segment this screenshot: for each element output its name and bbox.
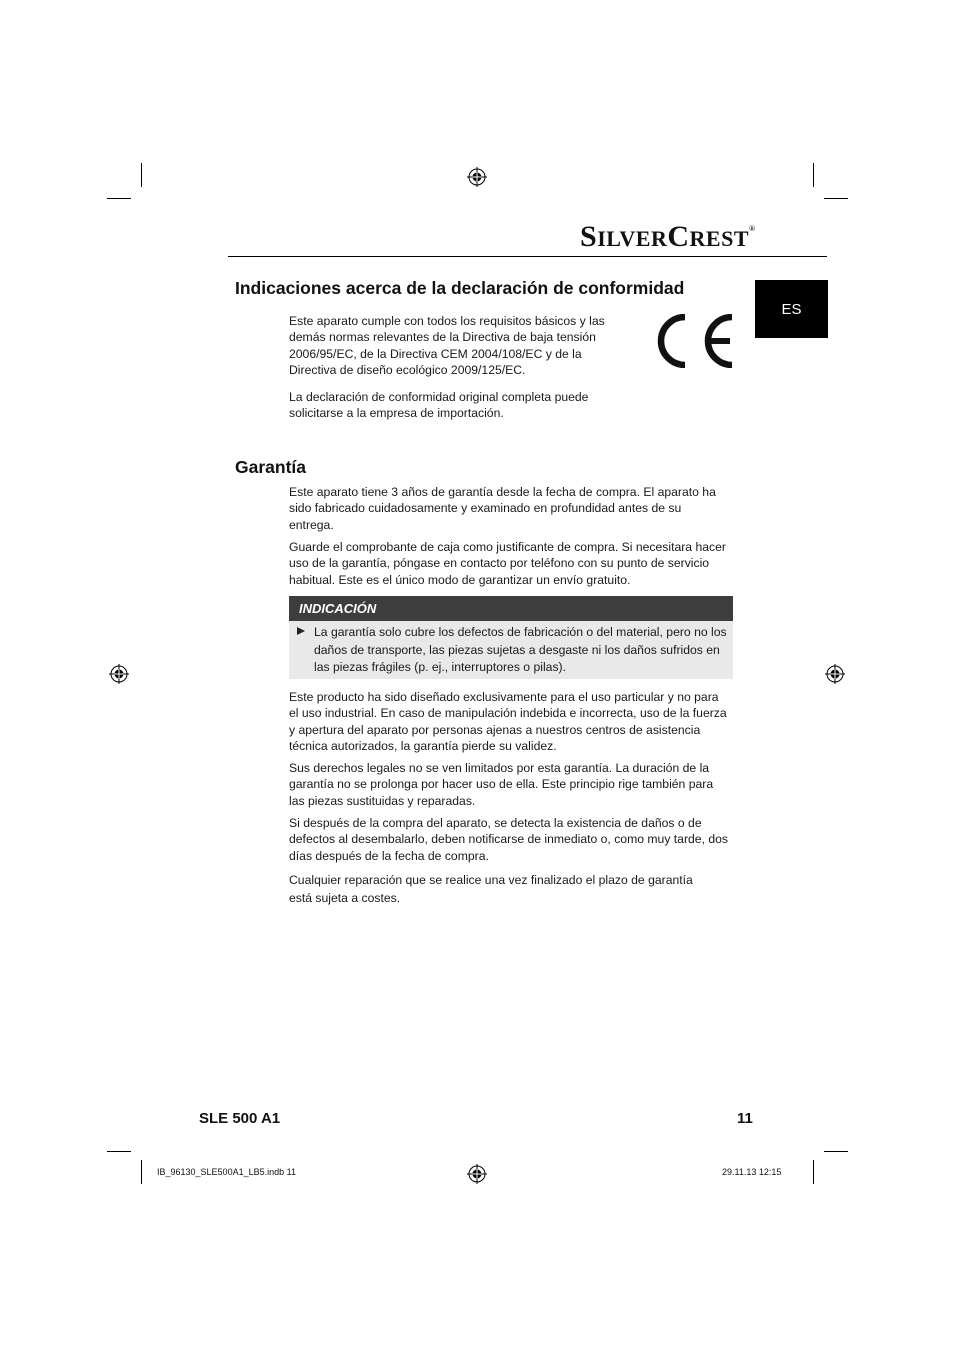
section-title-conformity: Indicaciones acerca de la declaración de conformidad (235, 278, 685, 298)
warranty-paragraph: Sus derechos legales no se ven limitados por esta garantía. La duración de la garantía no se prolonga por hacer uso de ella. Este principio rige también para las piezas sustituidas y reparadas. (289, 761, 714, 808)
registration-mark-icon (109, 664, 129, 684)
logo-letter: S (580, 220, 598, 253)
registered-mark: ® (749, 224, 756, 233)
logo-letter: C (667, 220, 690, 253)
warranty-paragraph: Guarde el comprobante de caja como justificante de compra. Si necesitara hacer uso de la garantía, póngase en contacto por teléfono con su punto de servicio habitual. Este es el único modo de garantizar un envío gratuito. (289, 540, 726, 587)
model-number: SLE 500 A1 (199, 1110, 281, 1127)
print-slug-file: IB_96130_SLE500A1_LB5.indb 11 (157, 1167, 296, 1177)
crop-mark (813, 1160, 814, 1184)
crop-mark (824, 198, 848, 199)
bullet-arrow-icon (297, 627, 305, 635)
crop-mark (824, 1151, 848, 1152)
registration-mark-icon (467, 1164, 487, 1184)
registration-mark-icon (467, 167, 487, 187)
notice-text: La garantía solo cubre los defectos de fabricación o del material, pero no los daños de transporte, las piezas sujetas a desgaste ni los daños sufridos en las piezas frágiles (p. ej., interruptores o pilas). (314, 625, 727, 674)
crop-mark (141, 1160, 142, 1184)
registration-mark-icon (825, 664, 845, 684)
crop-mark (141, 163, 142, 187)
conformity-paragraph: Este aparato cumple con todos los requisitos básicos y las demás normas relevantes de la Directiva de baja tensión 2006/95/EC, de la Directiva CEM 2004/108/EC y de la Directiva de diseño ecológico 2009/125/EC. (289, 314, 605, 377)
silvercrest-logo (580, 220, 756, 253)
warranty-paragraph: Cualquier reparación que se realice una vez finalizado el plazo de garantía está sujeta a costes. (289, 873, 693, 905)
crop-mark (107, 198, 131, 199)
logo-letters: REST (689, 226, 750, 251)
page-number: 11 (737, 1110, 753, 1127)
ce-mark-icon (656, 314, 736, 368)
header-rule (228, 256, 827, 257)
crop-mark (107, 1151, 131, 1152)
warranty-paragraph: Este aparato tiene 3 años de garantía desde la fecha de compra. El aparato ha sido fabricado cuidadosamente y examinado en profundidad antes de su entrega. (289, 485, 716, 532)
conformity-paragraph: La declaración de conformidad original completa puede solicitarse a la empresa de importación. (289, 390, 589, 421)
print-slug-date: 29.11.13 12:15 (722, 1167, 782, 1177)
logo-letters: ILVER (597, 226, 668, 251)
section-title-warranty: Garantía (235, 457, 306, 477)
notice-heading: INDICACIÓN (289, 596, 733, 621)
warranty-paragraph: Este producto ha sido diseñado exclusivamente para el uso particular y no para el uso industrial. En caso de manipulación indebida e incorrecta, uso de la fuerza y apertura del aparato por personas ajenas a nuestros centros de asistencia técnica autorizados, la garantía pierde su validez. (289, 690, 727, 753)
crop-mark (813, 163, 814, 187)
warranty-paragraph: Si después de la compra del aparato, se detecta la existencia de daños o de defectos al desembalarlo, deben notificarse de inmediato o, como muy tarde, dos días después de la fecha de compra. (289, 816, 728, 863)
language-tab: ES (755, 280, 828, 338)
